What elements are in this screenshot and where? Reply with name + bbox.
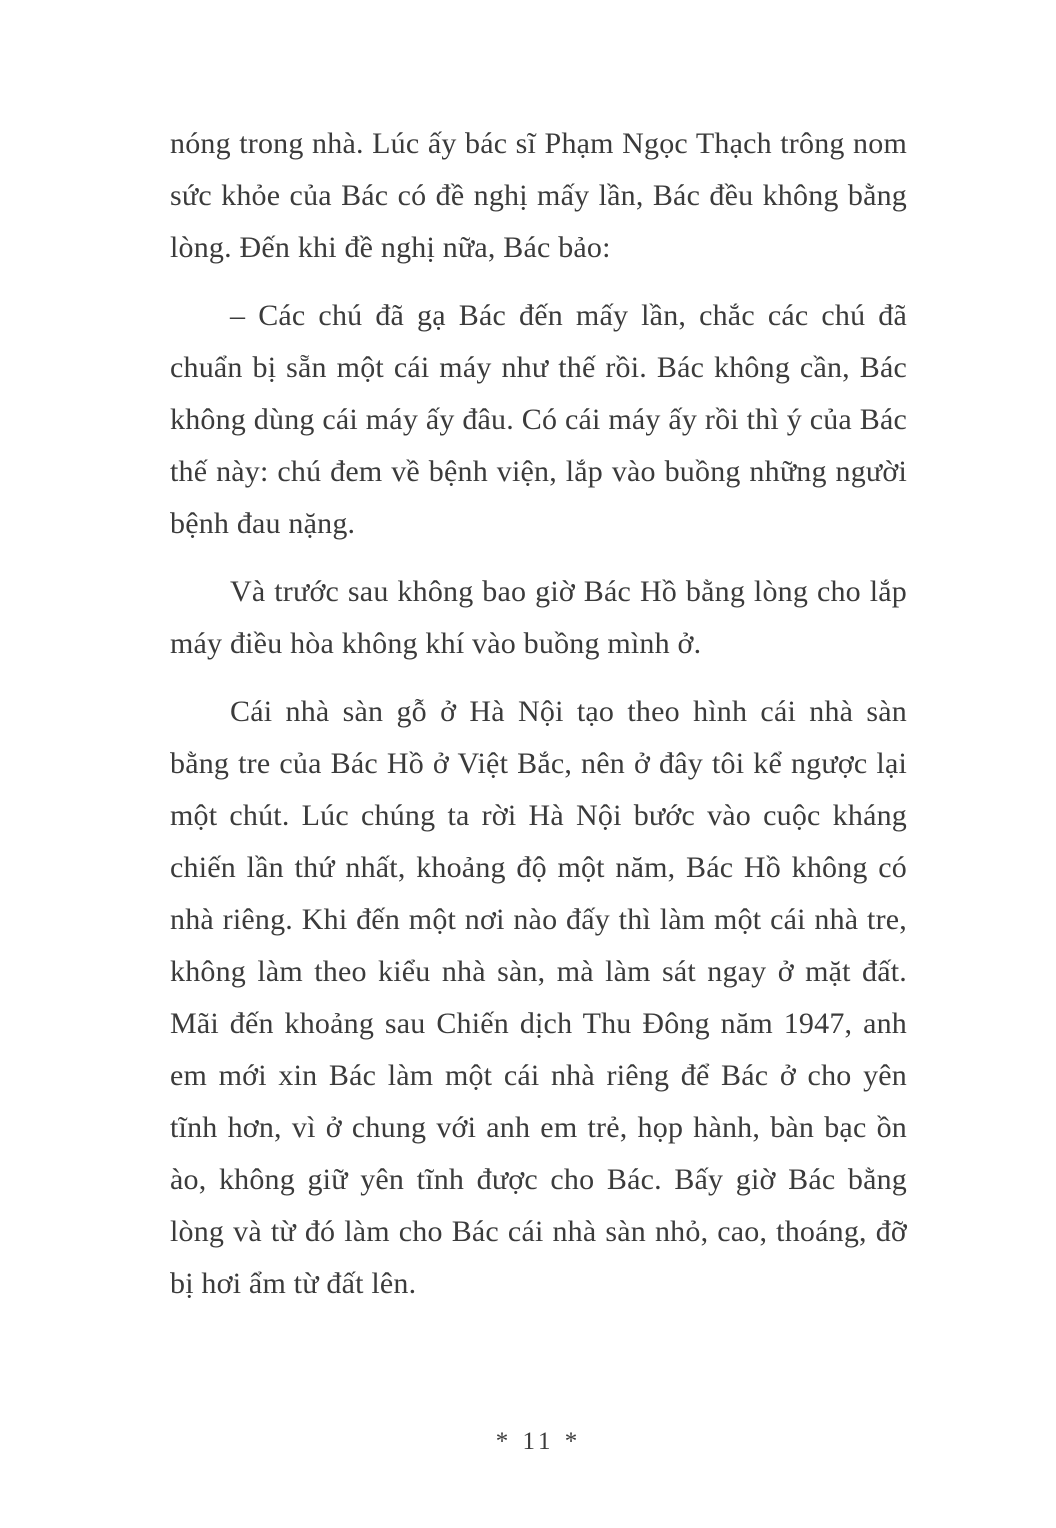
paragraph: Cái nhà sàn gỗ ở Hà Nội tạo theo hình cái nhà sàn bằng tre của Bác Hồ ở Việt Bắc, nên ở đây tôi kể ngược lại một chút. Lúc chúng ta rời Hà Nội bước vào cuộc kháng chiến lần thứ nhất, khoảng độ một năm, Bác Hồ không có nhà riêng. Khi đến một nơi nào đấy thì làm một cái nhà tre, không làm theo kiểu nhà sàn, mà làm sát ngay ở mặt đất. Mãi đến khoảng sau Chiến dịch Thu Đông năm 1947, anh em mới xin Bác làm một cái nhà riêng để Bác ở cho yên tĩnh hơn, vì ở chung với anh em trẻ, họp hành, bàn bạc ồn ào, không giữ yên tĩnh được cho Bác. Bấy giờ Bác bằng lòng và từ đó làm cho Bác cái nhà sàn nhỏ, cao, thoáng, đỡ bị hơi ẩm từ đất lên. <box>170 695 907 1300</box>
body-text <box>170 118 907 1326</box>
paragraph: Và trước sau không bao giờ Bác Hồ bằng lòng cho lắp máy điều hòa không khí vào buồng mình ở. <box>170 575 907 660</box>
page-number: * 11 * <box>495 1428 582 1455</box>
paragraph-continuation: nóng trong nhà. Lúc ấy bác sĩ Phạm Ngọc Thạch trông nom sức khỏe của Bác có đề nghị mấy lần, Bác đều không bằng lòng. Đến khi đề nghị nữa, Bác bảo: <box>170 127 907 264</box>
paragraph-dialogue: – Các chú đã gạ Bác đến mấy lần, chắc các chú đã chuẩn bị sẵn một cái máy như thế rồi. Bác không cần, Bác không dùng cái máy ấy đâu. Có cái máy ấy rồi thì ý của Bác thế này: chú đem về bệnh viện, lắp vào buồng những người bệnh đau nặng. <box>170 299 907 540</box>
